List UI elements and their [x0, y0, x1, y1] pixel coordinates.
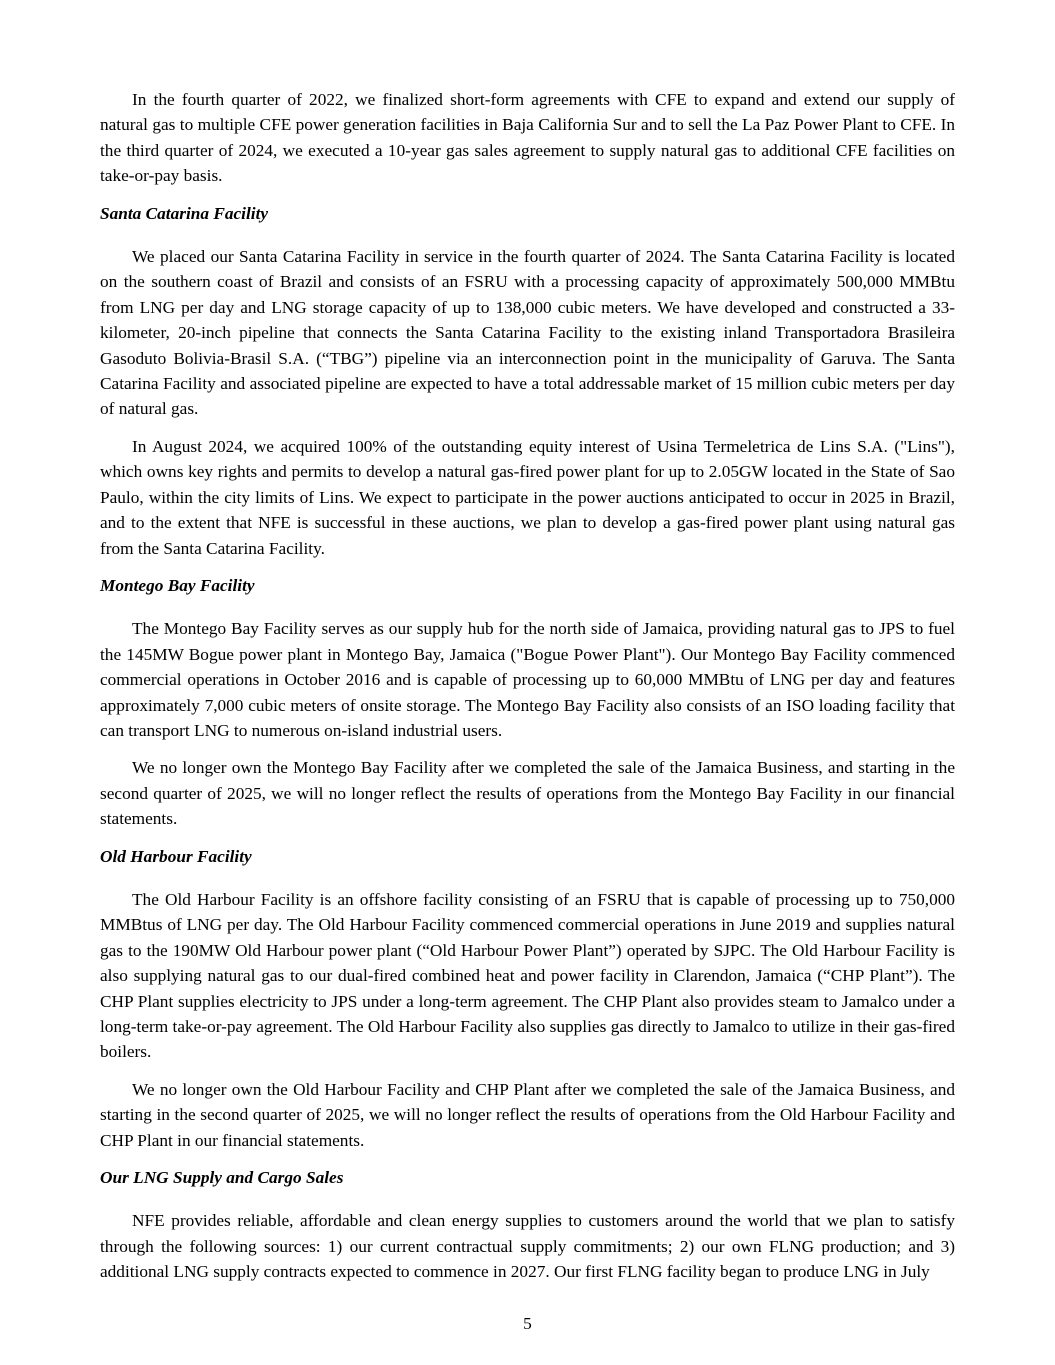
heading-lng-supply-cargo-sales: Our LNG Supply and Cargo Sales: [100, 1168, 344, 1188]
paragraph-cfe-agreements: In the fourth quarter of 2022, we finalized short-form agreements with CFE to expand and extend our supply of natural gas to multiple CFE power generation facilities in Baja California Sur and to sell the La Paz Power Plant to CFE. In the third quarter of 2024, we executed a 10-year gas sales agreement to supply natural gas to additional CFE facilities on take-or-pay basis.: [100, 90, 955, 186]
paragraph-lng-supply-sources: NFE provides reliable, affordable and clean energy supplies to customers around the world that we plan to satisfy through the following sources: 1) our current contractual supply commitments; 2) our own FLNG production; and 3) additional LNG supply contracts expected to commence in 2027. Our first FLNG facility began to produce LNG in July: [100, 1211, 955, 1282]
paragraph-montego-bay-sale: We no longer own the Montego Bay Facility after we completed the sale of the Jamaica Business, and starting in the second quarter of 2025, we will no longer reflect the results of operations from the Montego Bay Facility in our financial statements.: [100, 758, 955, 829]
paragraph-lins-acquisition: In August 2024, we acquired 100% of the outstanding equity interest of Usina Termeletrica de Lins S.A. ("Lins"), which owns key rights and permits to develop a natural gas-fired power plant for up to 2.05GW located in the State of Sao Paulo, within the city limits of Lins. We expect to participate in the power auctions anticipated to occur in 2025 in Brazil, and to the extent that NFE is successful in these auctions, we plan to develop a gas-fired power plant using natural gas from the Santa Catarina Facility.: [100, 436, 955, 558]
paragraph-montego-bay-overview: The Montego Bay Facility serves as our supply hub for the north side of Jamaica, providing natural gas to JPS to fuel the 145MW Bogue power plant in Montego Bay, Jamaica ("Bogue Power Plant"). Our Montego Bay Facility commenced commercial operations in October 2016 and is capable of processing up to 60,000 MMBtu of LNG per day and features approximately 7,000 cubic meters of onsite storage. The Montego Bay Facility also consists of an ISO loading facility that can transport LNG to numerous on-island industrial users.: [100, 619, 955, 740]
paragraph-old-harbour-overview: The Old Harbour Facility is an offshore facility consisting of an FSRU that is capable of processing up to 750,000 MMBtus of LNG per day. The Old Harbour Facility commenced commercial operations in June 2019 and supplies natural gas to the 190MW Old Harbour power plant (“Old Harbour Power Plant”) operated by SJPC. The Old Harbour Facility is also supplying natural gas to our dual-fired combined heat and power facility in Clarendon, Jamaica (“CHP Plant”). The CHP Plant supplies electricity to JPS under a long-term agreement. The CHP Plant also provides steam to Jamalco under a long-term take-or-pay agreement. The Old Harbour Facility also supplies gas directly to Jamalco to utilize in their gas-fired boilers.: [100, 889, 955, 1062]
heading-montego-bay-facility: Montego Bay Facility: [100, 575, 255, 595]
heading-old-harbour-facility: Old Harbour Facility: [100, 846, 252, 866]
paragraph-old-harbour-sale: We no longer own the Old Harbour Facility and CHP Plant after we completed the sale of the Jamaica Business, and starting in the second quarter of 2025, we will no longer reflect the results of operations from the Old Harbour Facility and CHP Plant in our financial statements.: [100, 1079, 955, 1150]
paragraph-santa-catarina-overview: We placed our Santa Catarina Facility in service in the fourth quarter of 2024. The Santa Catarina Facility is located on the southern coast of Brazil and consists of an FSRU with a processing capacity of approximately 500,000 MMBtu from LNG per day and LNG storage capacity of up to 138,000 cubic meters. We have developed and constructed a 33-kilometer, 20-inch pipeline that connects the Santa Catarina Facility to the existing inland Transportadora Brasileira Gasoduto Bolivia-Brasil S.A. (“TBG”) pipeline via an interconnection point in the municipality of Garuva. The Santa Catarina Facility and associated pipeline are expected to have a total addressable market of 15 million cubic meters per day of natural gas.: [100, 247, 955, 419]
heading-santa-catarina-facility: Santa Catarina Facility: [100, 203, 269, 223]
page-number: 5: [523, 1313, 532, 1333]
